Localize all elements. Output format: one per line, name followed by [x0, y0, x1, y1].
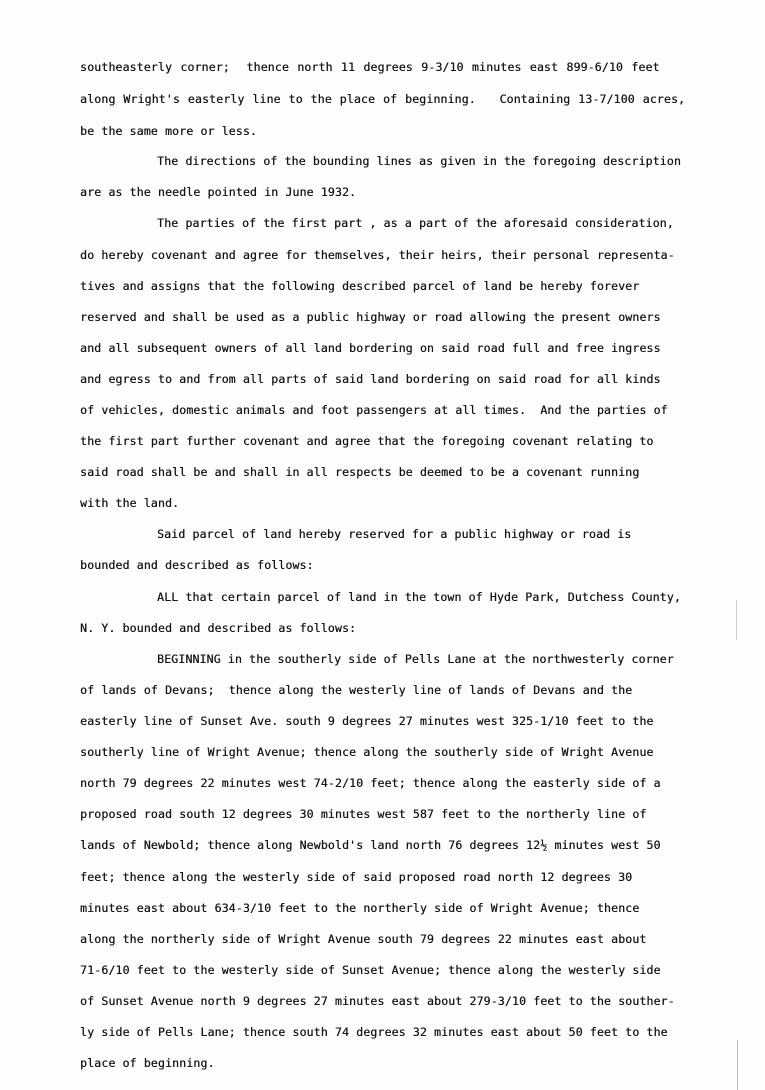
text-line: The directions of the bounding lines as given in the foregoing description	[157, 154, 681, 168]
text-line: along Wright's easterly line to the place of beginning. Containing 13-7/100 acres,	[80, 92, 686, 106]
text-line: N. Y. bounded and described as follows:	[80, 621, 357, 635]
text-line: ALL that certain parcel of land in the town of Hyde Park, Dutchess County,	[157, 590, 681, 604]
text-line: ly side of Pells Lane; thence south 74 degrees 32 minutes east about 50 feet to the	[80, 1025, 668, 1039]
text-line: tives and assigns that the following described parcel of land be hereby forever	[80, 279, 640, 293]
text-line: proposed road south 12 degrees 30 minutes west 587 feet to the northerly line of	[80, 807, 647, 821]
text-line: lands of Newbold; thence along Newbold's land north 76 degrees 12½ minutes west 50	[80, 838, 661, 852]
text-line: Said parcel of land hereby reserved for a public highway or road is	[157, 527, 632, 541]
text-line: southerly line of Wright Avenue; thence along the southerly side of Wright Avenue	[80, 745, 654, 759]
text-line: along the northerly side of Wright Avenue south 79 degrees 22 minutes east about	[80, 932, 647, 946]
scan-mark	[736, 600, 737, 640]
text-line: north 79 degrees 22 minutes west 74-2/10 feet; thence along the easterly side of a	[80, 776, 661, 790]
text-line: feet; thence along the westerly side of said proposed road north 12 degrees 30	[80, 870, 633, 884]
text-line: The parties of the first part , as a part of the aforesaid consideration,	[157, 216, 674, 230]
text-line: of lands of Devans; thence along the westerly line of lands of Devans and the	[80, 683, 633, 697]
text-line: southeasterly corner; thence north 11 degrees 9-3/10 minutes east 899-6/10 feet	[80, 60, 660, 74]
text-line: with the land.	[80, 496, 180, 510]
text-line: 71-6/10 feet to the westerly side of Sunset Avenue; thence along the westerly side	[80, 963, 661, 977]
text-line: of Sunset Avenue north 9 degrees 27 minutes east about 279-3/10 feet to the souther-	[80, 994, 675, 1008]
text-line: place of beginning.	[80, 1056, 215, 1070]
text-line: minutes east about 634-3/10 feet to the northerly side of Wright Avenue; thence	[80, 901, 640, 915]
text-line: reserved and shall be used as a public highway or road allowing the present owners	[80, 310, 661, 324]
text-line: and all subsequent owners of all land bordering on said road full and free ingress	[80, 341, 661, 355]
text-line: be the same more or less.	[80, 124, 258, 138]
text-line: the first part further covenant and agree that the foregoing covenant relating to	[80, 434, 654, 448]
text-line: and egress to and from all parts of said land bordering on said road for all kinds	[80, 372, 661, 386]
text-line: said road shall be and shall in all respects be deemed to be a covenant running	[80, 465, 640, 479]
text-line: BEGINNING in the southerly side of Pells Lane at the northwesterly corner	[157, 652, 674, 666]
text-line: easterly line of Sunset Ave. south 9 degrees 27 minutes west 325-1/10 feet to the	[80, 714, 654, 728]
text-line: bounded and described as follows:	[80, 558, 314, 572]
text-line: do hereby covenant and agree for themselves, their heirs, their personal representa-	[80, 248, 675, 262]
scan-mark	[737, 1040, 738, 1090]
text-line: of vehicles, domestic animals and foot passengers at all times. And the parties of	[80, 403, 668, 417]
text-line: are as the needle pointed in June 1932.	[80, 185, 357, 199]
